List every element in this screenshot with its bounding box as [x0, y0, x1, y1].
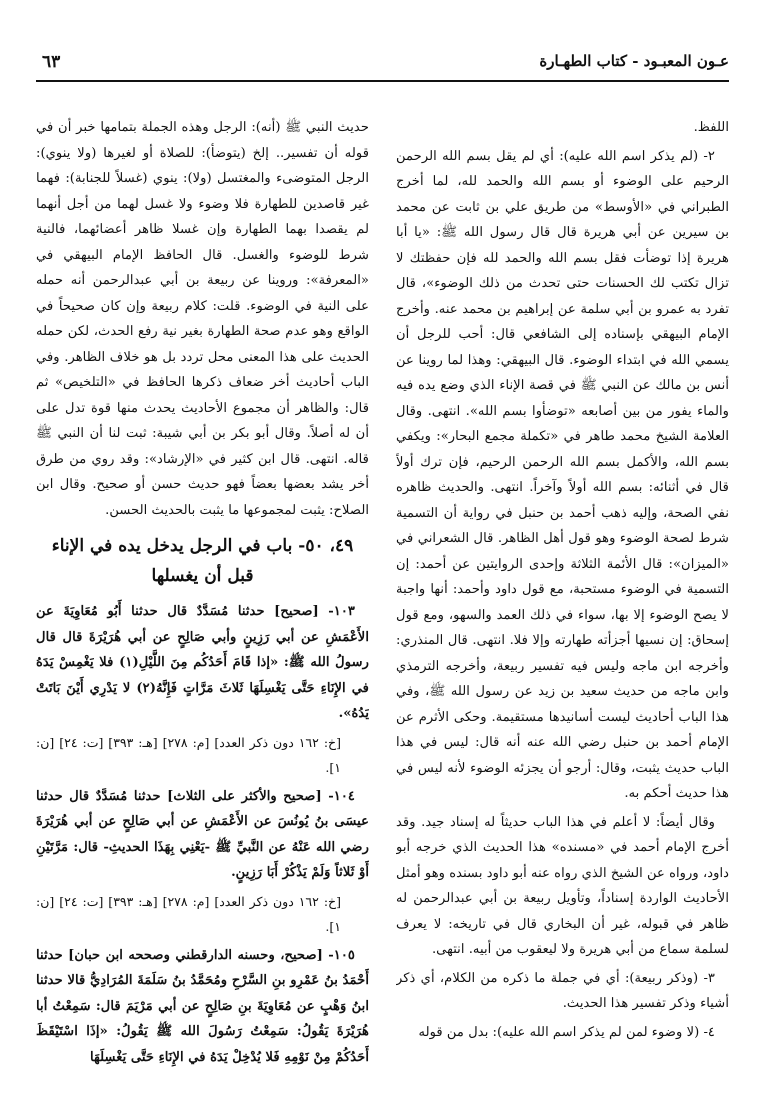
paragraph: وقال أيضاً: لا أعلم في هذا الباب حديثاً له إسناد جيد. وقد أخرج الإمام أحمد في «مسنده» هذا الحديث الذي خرجه أبو داود، ورواه عن الشيخ الذي رواه عنه أبو داود بسنده وهو أمثل الأحاديث الواردة إسناداً، وتأويل ربيعة بن أبي عبدالرحمن له ظاهر في قبوله، غير أن البخاري قال في تاريخه: لا يعرف لسلمة سماع من أبي هريرة ولا ليعقوب من أبيه. انتهى.: [396, 814, 729, 957]
hadith-text: ١٠٣- [صحيح] حدثنا مُسَدَّدٌ قال حدثنا أَبُو مُعَاوِيَةَ عن الأَعْمَشِ عن أبي رَزِينٍ وأبي صَالِحٍ عن أبي هُرَيْرَةَ قال قال رسولُ الله ﷺ: «إذا قَامَ أَحَدُكُم مِنَ اللَّيْلِ(١) فلا يَغْمِسْ يَدَهُ في الإِنَاءِ حَتَّى يَغْسِلَهَا ثَلاثَ مَرَّاتٍ فَإِنَّهُ(٢) لا يَدْرِي أَيْنَ بَاتَتْ يَدُهُ».: [36, 604, 369, 721]
left-column: [36, 115, 369, 1090]
right-column: [396, 115, 729, 1090]
hadith-reference: [خ: ١٦٢ دون ذكر العدد] [م: ٢٧٨] [هـ: ٣٩٣] [ت: ٢٤] [ن: ١].: [36, 893, 341, 934]
paragraph: ٤- (لا وضوء لمن لم يذكر اسم الله عليه): بدل من قوله: [418, 1024, 715, 1040]
running-title: عـون المعبـود - كتاب الطهـارة: [539, 52, 729, 70]
paragraph: ٢- (لم يذكر اسم الله عليه): أي لم يقل بسم الله الرحمن الرحيم على الوضوء أو بسم الله والحمد لله، لما أخرج الطبراني في «الأوسط» من طريق علي بن ثابت عن محمد بن سيرين عن أبي هريرة قال قال رسول الله ﷺ: «يا أبا هريرة إذا توضأت فقل بسم الله والحمد لله فإن حفظتك لا تزال تكتب لك الحسنات حتى تحدث من ذلك الوضوء»، قال تفرد به عمرو بن أبي سلمة عن إبراهيم بن محمد عنه. وأخرج الإمام البيهقي بإسناده إلى الشافعي قال: أحب للرجل أن يسمي الله في ابتداء الوضوء. قال البيهقي: وهذا لما روينا عن أنس بن مالك عن النبي ﷺ في قصة الإناء الذي وضع يده فيه والماء يفور من بين أصابعه «توضأوا بسم الله». انتهى. وقال العلامة الشيخ محمد طاهر في «تكملة مجمع البحار»: ويكفي بسم الله، والأكمل بسم الله الرحمن الرحيم، فإن ترك أولاً قال في أثنائه: بسم الله أولاً وآخراً. انتهى. والحديث ظاهره نفي الصحة، وإليه ذهب أحمد بن حنبل في رواية أن التسمية شرط لصحة الوضوء وهو قول أهل الظاهر. قال الشعراني في «الميزان»: قال الأئمة الثلاثة وإحدى الروايتين عن أحمد: إن التسمية في الوضوء مستحبة، مع قول داود وأحمد: أنها واجبة لا يصح الوضوء إلا بها، سواء في ذلك العمد والسهو، ومع قول إسحاق: إن نسيها أجزأته طهارته وإلا فلا. انتهى. قال المنذري: وأخرجه ابن ماجه وليس فيه تفسير ربيعة، وأخرجه الترمذي وابن ماجه من حديث سعيد بن زيد عن رسول الله ﷺ، وفي هذا الباب أحاديث ليست أسانيدها مستقيمة. وحكى الأثرم عن الإمام أحمد بن حنبل رضي الله عنه أنه قال: ليس في هذا الباب حديث يثبت، وقال: أرجو أن يجزئه الوضوء لأنه ليس في هذا حديث أحكم به.: [396, 148, 729, 801]
hadith-text: ١٠٤- [صحيح والأكثر على الثلاث] حدثنا مُسَدَّدٌ قال حدثنا عيسَى بنُ يُونُسَ عن الأَعْمَشِ عن أبي صَالِحٍ عن أبي هُرَيْرَةَ رضي الله عَنْهُ عن النَّبيِّ ﷺ -يَعْنِي بِهَذَا الحديثِ- قال: مَرَّتَيْنِ أَوْ ثَلاثاً وَلَمْ يَذْكُرْ أَبَا رَزِينٍ.: [36, 788, 369, 880]
paragraph: ٣- (وذكر ربيعة): أي في جملة ما ذكره من الكلام، أي ذكر أشياء وذكر تفسير هذا الحديث.: [396, 970, 729, 1011]
hadith-text: ١٠٥- [صحيح، وحسنه الدارقطني وصححه ابن حبان] حدثنا أَحْمَدُ بنُ عَمْرِو بنِ السَّرْحِ ومُحَمَّدُ بنُ سَلَمَةَ المُرَادِيُّ قالا حدثنا ابنُ وَهْبٍ عن مُعَاوِيَةَ بنِ صَالِحٍ عن أبي مَرْيَمَ قال: سَمِعْتُ أبا هُرَيْرَةَ يَقُولُ: سَمِعْتُ رَسُولَ الله ﷺ يَقُولُ: «إذَا اسْتَيْقَظَ أَحَدُكُمْ مِنْ نَوْمِهِ فَلا يُدْخِلْ يَدَهُ في الإِنَاءِ حَتَّى يَغْسِلَهَا: [36, 947, 369, 1065]
chapter-heading: ٤٩، ٥٠- باب في الرجل يدخل يده في الإناء قبل أن يغسلها: [51, 536, 354, 586]
hadith-reference: [خ: ١٦٢ دون ذكر العدد] [م: ٢٧٨] [هـ: ٣٩٣] [ت: ٢٤] [ن: ١].: [36, 734, 341, 775]
header-rule: [36, 80, 729, 82]
running-header: [36, 52, 729, 78]
paragraph: حديث النبي ﷺ (أنه): الرجل وهذه الجملة بتمامها خبر أن في قوله أن تفسير.. إلخ (يتوضأ): للصلاة أو لغيرها (ولا ينوي): الرجل المتوضىء والمغتسل (ولا): ينوي (غسلاً للجنابة): فهما غير قاصدين للطهارة فلا وضوء ولا غسل لهما من أجل أنهما لم يقصدا بهما الطهارة وإن غسلا ظاهر أعضائهما، فالنية شرط للوضوء والغسل. قال الحافظ الإمام البيهقي في «المعرفة»: وروينا عن ربيعة بن أبي عبدالرحمن أنه حمله على النية في الوضوء. قلت: كلام ربيعة وإن كان صحيحاً في الواقع وهو عدم صحة الطهارة بغير نية رفع الحدث، لكن حمله الحديث على هذا المعنى محل تردد بل هو خلاف الظاهر. وفي الباب أحاديث أخر ضعاف ذكرها الحافظ في «التلخيص» ثم قال: والظاهر أن مجموع الأحاديث يحدث منها قوة تدل على أن له أصلاً. وقال أبو بكر بن أبي شيبة: ثبت لنا أن النبي ﷺ قاله. انتهى. قال ابن كثير في «الإرشاد»: وقد روي من طرق أخر يشد بعضها بعضاً فهو حديث حسن أو صحيح. وقال ابن الصلاح: يثبت لمجموعها ما يثبت بالحديث الحسن.: [36, 120, 369, 518]
paragraph: اللفظ.: [693, 120, 729, 135]
page-number: ٦٣: [42, 52, 61, 72]
